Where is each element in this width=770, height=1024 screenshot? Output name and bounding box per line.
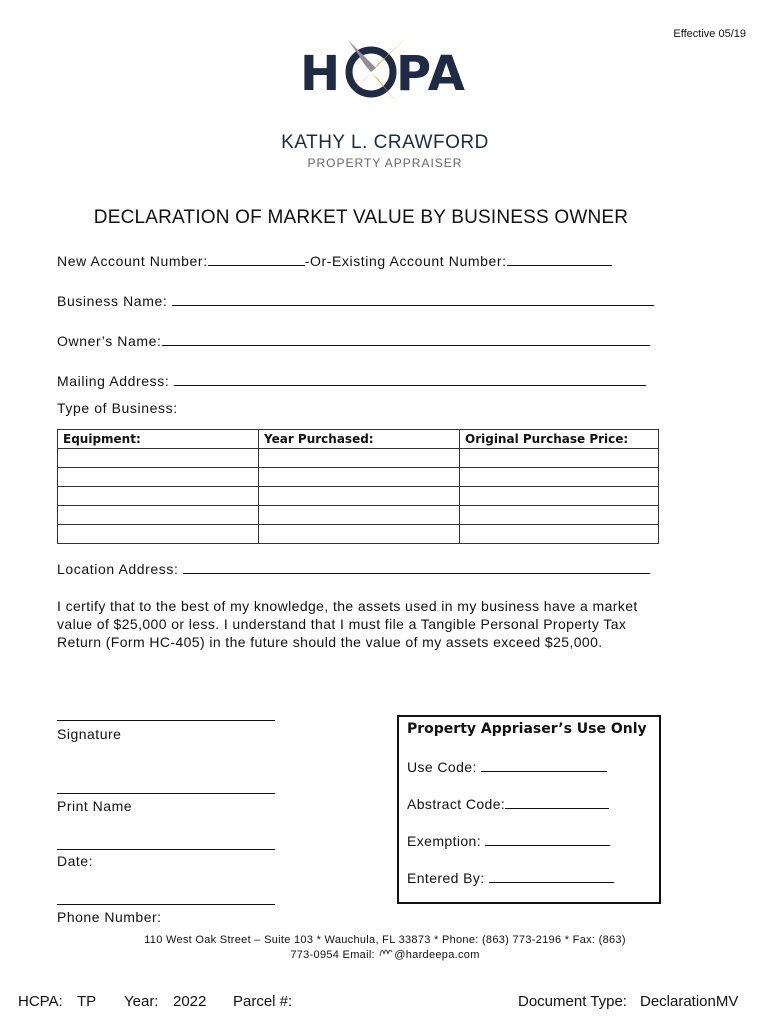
year-cell[interactable] bbox=[259, 506, 460, 525]
hcpa-footer-value: TP bbox=[77, 993, 97, 1010]
equipment-cell[interactable] bbox=[58, 449, 259, 468]
year-footer-label: Year: bbox=[124, 993, 159, 1010]
owners-name-field[interactable] bbox=[162, 333, 650, 346]
mailing-address-field[interactable] bbox=[174, 373, 646, 386]
entered-by-row bbox=[407, 870, 614, 886]
exemption-field[interactable] bbox=[485, 833, 610, 846]
hcpa-footer-label: HCPA: bbox=[18, 993, 63, 1010]
office-address-line1: 110 West Oak Street – Suite 103 * Wauchula, FL 33873 * Phone: (863) 773-2196 * Fax: (863) bbox=[144, 934, 626, 946]
equipment-cell[interactable] bbox=[58, 506, 259, 525]
new-account-label: New Account Number: bbox=[57, 253, 208, 269]
abstract-code-field[interactable] bbox=[505, 796, 609, 809]
appraiser-title: PROPERTY APPRAISER bbox=[307, 156, 463, 170]
table-header-row bbox=[58, 430, 659, 449]
table-row bbox=[58, 525, 659, 544]
type-of-business-label: Type of Business: bbox=[57, 400, 178, 416]
form-title: DECLARATION OF MARKET VALUE BY BUSINESS OWNER bbox=[93, 207, 629, 228]
price-cell[interactable] bbox=[460, 468, 659, 487]
use-code-field[interactable] bbox=[481, 759, 607, 772]
abstract-code-row bbox=[407, 796, 609, 812]
price-cell[interactable] bbox=[460, 525, 659, 544]
signature-label: Signature bbox=[57, 726, 122, 742]
doctype-footer-value: DeclarationMV bbox=[640, 993, 739, 1010]
table-row bbox=[58, 468, 659, 487]
business-name-row bbox=[57, 293, 654, 309]
appraiser-name: KATHY L. CRAWFORD bbox=[281, 132, 489, 153]
office-address-line2 bbox=[0, 948, 770, 961]
table-row bbox=[58, 487, 659, 506]
address-line2-text: 773-0954 Email: bbox=[290, 949, 379, 961]
owners-name-label: Owner’s Name: bbox=[57, 333, 162, 349]
price-cell[interactable] bbox=[460, 449, 659, 468]
email-redaction-mark bbox=[378, 948, 394, 958]
date-line[interactable] bbox=[57, 849, 275, 850]
business-name-field[interactable] bbox=[172, 293, 654, 306]
office-use-title: Property Appriaser’s Use Only bbox=[407, 721, 647, 737]
mailing-address-label: Mailing Address: bbox=[57, 373, 170, 389]
new-account-field[interactable] bbox=[208, 253, 305, 266]
entered-by-label: Entered By: bbox=[407, 870, 485, 886]
abstract-code-label: Abstract Code: bbox=[407, 796, 506, 812]
equipment-cell[interactable] bbox=[58, 525, 259, 544]
doctype-footer-label: Document Type: bbox=[518, 993, 627, 1010]
logo-letter-h: H bbox=[300, 46, 342, 102]
existing-account-field[interactable] bbox=[507, 253, 612, 266]
year-cell[interactable] bbox=[259, 525, 460, 544]
print-name-label: Print Name bbox=[57, 798, 133, 814]
phone-line[interactable] bbox=[57, 904, 275, 905]
equipment-header: Equipment: bbox=[58, 430, 259, 449]
location-address-row bbox=[57, 561, 650, 577]
equipment-cell[interactable] bbox=[58, 468, 259, 487]
price-cell[interactable] bbox=[460, 506, 659, 525]
use-code-row bbox=[407, 759, 607, 775]
phone-label: Phone Number: bbox=[57, 909, 162, 925]
effective-date: Effective 05/19 bbox=[673, 28, 746, 40]
purchase-price-header: Original Purchase Price: bbox=[460, 430, 659, 449]
mailing-address-row bbox=[57, 373, 646, 389]
table-row bbox=[58, 449, 659, 468]
year-purchased-header: Year Purchased: bbox=[259, 430, 460, 449]
year-footer-value: 2022 bbox=[173, 993, 207, 1010]
owners-name-row bbox=[57, 333, 650, 349]
price-cell[interactable] bbox=[460, 487, 659, 506]
exemption-label: Exemption: bbox=[407, 833, 482, 849]
email-domain: @hardeepa.com bbox=[394, 949, 480, 961]
account-number-row bbox=[57, 253, 612, 269]
location-address-field[interactable] bbox=[183, 561, 650, 574]
use-code-label: Use Code: bbox=[407, 759, 477, 775]
date-label: Date: bbox=[57, 853, 93, 869]
parcel-footer-label: Parcel #: bbox=[233, 993, 293, 1010]
equipment-cell[interactable] bbox=[58, 487, 259, 506]
hcpa-logo bbox=[300, 34, 480, 109]
print-name-line[interactable] bbox=[57, 793, 275, 794]
year-cell[interactable] bbox=[259, 487, 460, 506]
exemption-row bbox=[407, 833, 610, 849]
table-row bbox=[58, 506, 659, 525]
logo-letters-pa: PA bbox=[396, 46, 466, 102]
business-name-label: Business Name: bbox=[57, 293, 168, 309]
existing-account-label: -Or-Existing Account Number: bbox=[304, 253, 507, 269]
certification-text: I certify that to the best of my knowledge, the assets used in my business have a market value of $25,000 or less. I understand that I must file a Tangible Personal Property Tax Return (Form HC-405) in the future should the value of my assets exceed $25,000. bbox=[57, 598, 638, 650]
location-address-label: Location Address: bbox=[57, 561, 179, 577]
year-cell[interactable] bbox=[259, 449, 460, 468]
equipment-table bbox=[57, 429, 659, 544]
signature-line[interactable] bbox=[57, 720, 275, 721]
entered-by-field[interactable] bbox=[489, 870, 614, 883]
year-cell[interactable] bbox=[259, 468, 460, 487]
